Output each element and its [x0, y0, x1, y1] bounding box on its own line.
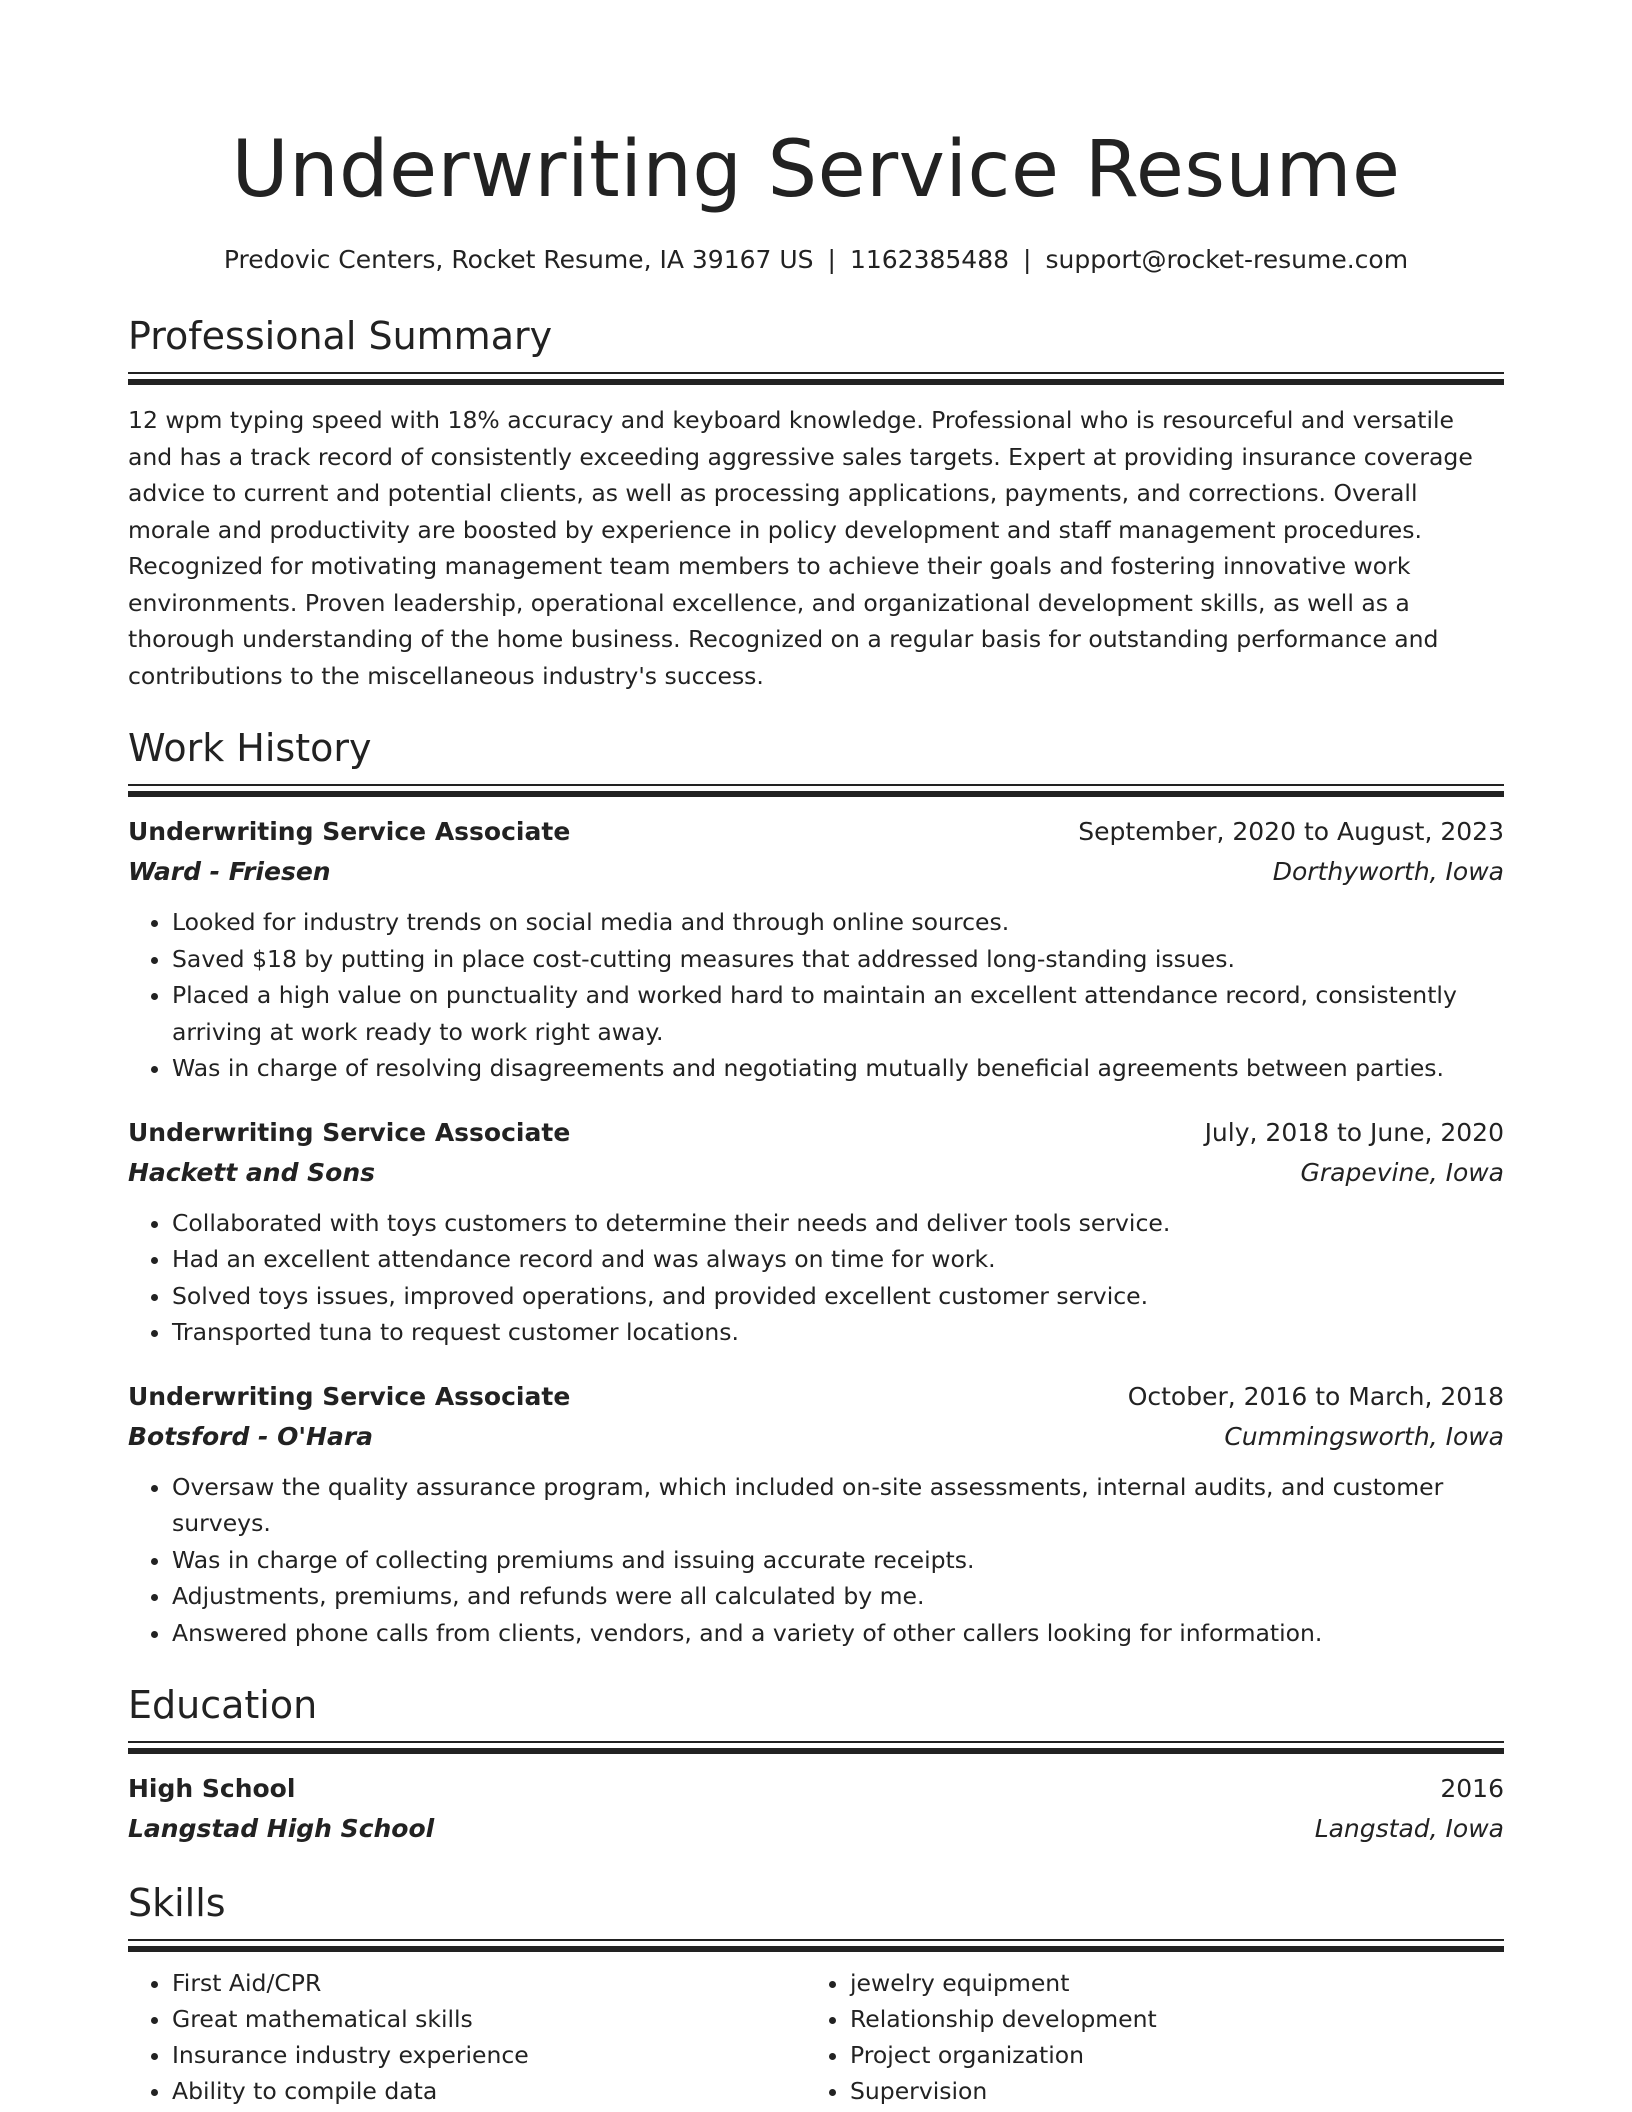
section-divider	[128, 784, 1504, 798]
job-entry	[128, 1113, 1504, 1351]
job-bullet: • Looked for industry trends on social media and through online sources.	[172, 904, 1504, 941]
job-title: Underwriting Service Associate	[128, 1117, 571, 1147]
job-bullet: • Was in charge of collecting premiums and issuing accurate receipts.	[172, 1542, 1504, 1579]
skills-grid	[128, 1965, 1504, 2109]
contact-line	[128, 242, 1504, 278]
job-employer-row	[128, 1417, 1504, 1457]
education-school: Langstad High School	[128, 1814, 435, 1843]
section-heading-work-history: Work History	[128, 726, 372, 770]
summary-text: 12 wpm typing speed with 18% accuracy and keyboard knowledge. Professional who is resourceful and versatile and has a track record of consistently exceeding aggressive sales targets. Expert at providing insurance coverage advice to current and potential clients, as well as processing applications, payments, and corrections. Overall morale and productivity are boosted by experience in policy development and staff management procedures. Recognized for motivating management team members to achieve their goals and fostering innovative work environments. Proven leadership, operational excellence, and organizational development skills, as well as a thorough understanding of the home business. Recognized on a regular basis for outstanding performance and contributions to the miscellaneous industry's success.	[128, 406, 1473, 690]
contact-separator: |	[827, 245, 836, 274]
job-entry	[128, 812, 1504, 1087]
job-header-row	[128, 1377, 1504, 1417]
job-employer: Botsford - O'Hara	[128, 1421, 374, 1451]
summary-section	[128, 312, 1504, 694]
job-employer-row	[128, 852, 1504, 892]
job-dates: July, 2018 to June, 2020	[1204, 1117, 1504, 1147]
skill-item: • Great mathematical skills	[172, 2001, 806, 2037]
section-heading-summary: Professional Summary	[128, 314, 553, 358]
resume-title: Underwriting Service Resume	[231, 125, 1401, 215]
job-bullet: • Was in charge of resolving disagreements and negotiating mutually beneficial agreements between parties.	[172, 1050, 1504, 1087]
contact-email: support@rocket-resume.com	[1045, 245, 1409, 274]
resume-page	[128, 0, 1504, 2109]
job-bullet: • Answered phone calls from clients, vendors, and a variety of other callers looking for information.	[172, 1615, 1504, 1652]
job-title: Underwriting Service Associate	[128, 817, 571, 846]
education-header-row	[128, 1769, 1504, 1809]
job-title: Underwriting Service Associate	[128, 1381, 571, 1411]
job-location: Dorthyworth, Iowa	[1272, 857, 1504, 886]
contact-address: Predovic Centers, Rocket Resume, IA 39167 US	[223, 245, 814, 274]
education-school-row	[128, 1809, 1504, 1849]
job-bullet: • Saved $18 by putting in place cost-cutting measures that addressed long-standing issues.	[172, 941, 1504, 978]
job-dates: September, 2020 to August, 2023	[1078, 817, 1504, 846]
section-divider	[128, 1741, 1504, 1755]
job-dates: October, 2016 to March, 2018	[1127, 1381, 1504, 1411]
job-bullets	[128, 1469, 1504, 1652]
job-bullet: • Placed a high value on punctuality and worked hard to maintain an excellent attendance record, consistently arriving at work ready to work right away.	[172, 977, 1504, 1050]
section-heading-skills: Skills	[128, 1881, 226, 1925]
job-bullet: • Collaborated with toys customers to determine their needs and deliver tools service.	[172, 1205, 1504, 1242]
skill-item: • Relationship development	[850, 2001, 1484, 2037]
skills-section	[128, 1879, 1504, 2109]
education-location: Langstad, Iowa	[1314, 1814, 1504, 1843]
section-heading-education: Education	[128, 1683, 318, 1727]
skill-item: • Project organization	[850, 2037, 1484, 2073]
contact-separator: |	[1023, 245, 1032, 274]
job-location: Grapevine, Iowa	[1300, 1157, 1504, 1187]
job-entry	[128, 1377, 1504, 1652]
job-employer-row	[128, 1153, 1504, 1193]
skill-item: • Insurance industry experience	[172, 2037, 806, 2073]
job-header-row	[128, 812, 1504, 852]
education-section	[128, 1681, 1504, 1849]
job-bullet: • Solved toys issues, improved operations, and provided excellent customer service.	[172, 1278, 1504, 1315]
skills-column-left	[128, 1965, 806, 2109]
job-bullet: • Oversaw the quality assurance program, which included on-site assessments, internal audits, and customer surveys.	[172, 1469, 1504, 1542]
skill-item: • jewelry equipment	[850, 1965, 1484, 2001]
education-degree: High School	[128, 1774, 296, 1803]
job-bullets	[128, 1205, 1504, 1351]
skill-item: • Ability to compile data	[172, 2073, 806, 2109]
job-bullet: • Adjustments, premiums, and refunds were all calculated by me.	[172, 1578, 1504, 1615]
section-divider	[128, 372, 1504, 386]
skill-item: • Supervision	[850, 2073, 1484, 2109]
job-location: Cummingsworth, Iowa	[1224, 1421, 1504, 1451]
job-bullet: • Had an excellent attendance record and was always on time for work.	[172, 1241, 1504, 1278]
skill-item: • First Aid/CPR	[172, 1965, 806, 2001]
education-year: 2016	[1440, 1774, 1504, 1803]
job-employer: Ward - Friesen	[128, 857, 331, 886]
section-divider	[128, 1939, 1504, 1953]
job-bullet: • Transported tuna to request customer locations.	[172, 1314, 1504, 1351]
job-bullets	[128, 904, 1504, 1087]
job-employer: Hackett and Sons	[128, 1157, 376, 1187]
contact-phone: 1162385488	[849, 245, 1010, 274]
work-history-section	[128, 724, 1504, 1651]
job-header-row	[128, 1113, 1504, 1153]
skills-column-right	[806, 1965, 1484, 2109]
